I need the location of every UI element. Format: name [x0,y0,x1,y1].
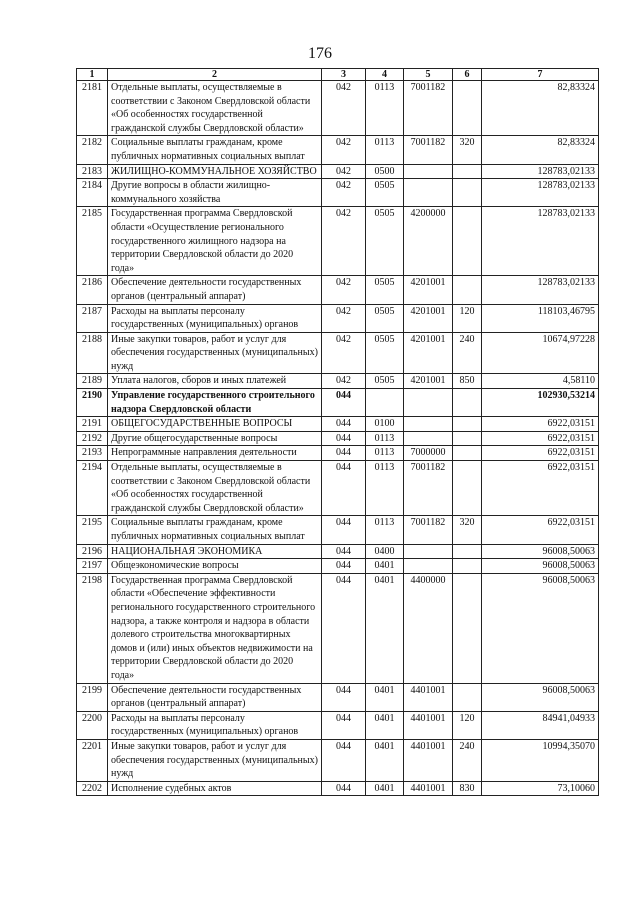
row-code-3: 044 [322,544,366,559]
row-name: НАЦИОНАЛЬНАЯ ЭКОНОМИКА [108,544,322,559]
row-amount: 6922,03151 [482,417,599,432]
row-name: Другие общегосударственные вопросы [108,431,322,446]
row-code-5 [404,164,453,179]
row-code-4: 0401 [366,559,404,574]
header-col-7: 7 [482,69,599,81]
row-name: Социальные выплаты гражданам, кроме публичных нормативных социальных выплат [108,136,322,164]
table-row [77,516,599,544]
row-code-4: 0505 [366,374,404,389]
row-number: 2200 [77,711,108,739]
table-row [77,389,599,417]
row-name: Государственная программа Свердловской области «Осуществление регионального государственного жилищного надзора на территории Свердловской области до 2020 года» [108,207,322,276]
table-row [77,207,599,276]
row-amount: 96008,50063 [482,683,599,711]
row-code-6: 240 [453,332,482,374]
row-name: Иные закупки товаров, работ и услуг для обеспечения государственных (муниципальных) нужд [108,739,322,781]
row-code-3: 044 [322,711,366,739]
row-code-4 [366,389,404,417]
row-number: 2187 [77,304,108,332]
row-amount: 96008,50063 [482,559,599,574]
row-name: Исполнение судебных актов [108,781,322,796]
row-amount: 6922,03151 [482,446,599,461]
table-row [77,179,599,207]
row-code-5: 4401001 [404,711,453,739]
row-number: 2202 [77,781,108,796]
table-row [77,136,599,164]
table-row [77,461,599,516]
row-number: 2196 [77,544,108,559]
row-code-5: 7001182 [404,81,453,136]
row-number: 2188 [77,332,108,374]
table-body [77,81,599,796]
row-number: 2195 [77,516,108,544]
row-code-3: 044 [322,389,366,417]
row-number: 2192 [77,431,108,446]
page-number: 176 [308,45,332,62]
row-amount: 6922,03151 [482,461,599,516]
header-col-3: 3 [322,69,366,81]
table-row [77,374,599,389]
row-number: 2201 [77,739,108,781]
row-code-4: 0113 [366,136,404,164]
row-name: Расходы на выплаты персоналу государственных (муниципальных) органов [108,711,322,739]
row-code-3: 044 [322,446,366,461]
header-col-5: 5 [404,69,453,81]
row-number: 2189 [77,374,108,389]
table-row [77,164,599,179]
row-code-3: 042 [322,374,366,389]
row-name: Обеспечение деятельности государственных органов (центральный аппарат) [108,683,322,711]
header-col-2: 2 [108,69,322,81]
header-col-4: 4 [366,69,404,81]
row-code-6 [453,559,482,574]
row-amount: 73,10060 [482,781,599,796]
row-code-4: 0113 [366,81,404,136]
row-code-5: 7001182 [404,136,453,164]
row-code-3: 044 [322,431,366,446]
budget-table [76,68,599,796]
row-code-3: 042 [322,136,366,164]
row-code-5: 4201001 [404,276,453,304]
row-code-6 [453,179,482,207]
row-amount: 128783,02133 [482,179,599,207]
row-code-6 [453,446,482,461]
row-amount: 84941,04933 [482,711,599,739]
row-code-4: 0113 [366,461,404,516]
row-name: Управление государственного строительного надзора Свердловской области [108,389,322,417]
row-code-6: 120 [453,711,482,739]
row-code-3: 044 [322,461,366,516]
row-code-5: 4201001 [404,304,453,332]
row-name: Другие вопросы в области жилищно-коммунального хозяйства [108,179,322,207]
table-row [77,544,599,559]
row-code-6: 320 [453,516,482,544]
row-code-4: 0100 [366,417,404,432]
row-code-3: 044 [322,516,366,544]
table-row [77,431,599,446]
row-code-5: 4400000 [404,573,453,683]
row-code-3: 042 [322,276,366,304]
row-code-4: 0113 [366,516,404,544]
row-code-6: 320 [453,136,482,164]
table-row [77,304,599,332]
header-col-1: 1 [77,69,108,81]
row-code-3: 042 [322,332,366,374]
row-code-3: 044 [322,683,366,711]
row-name: Обеспечение деятельности государственных органов (центральный аппарат) [108,276,322,304]
row-code-5: 4401001 [404,683,453,711]
row-number: 2186 [77,276,108,304]
row-code-5: 7000000 [404,446,453,461]
table-row [77,573,599,683]
row-code-5: 4201001 [404,374,453,389]
row-amount: 128783,02133 [482,207,599,276]
row-code-4: 0113 [366,446,404,461]
row-code-5 [404,559,453,574]
row-amount: 118103,46795 [482,304,599,332]
row-number: 2190 [77,389,108,417]
header-row [77,69,599,81]
table-row [77,683,599,711]
row-code-5 [404,417,453,432]
row-number: 2199 [77,683,108,711]
row-code-3: 044 [322,781,366,796]
row-amount: 10994,35070 [482,739,599,781]
row-code-4: 0400 [366,544,404,559]
row-code-5 [404,544,453,559]
row-amount: 82,83324 [482,136,599,164]
row-amount: 102930,53214 [482,389,599,417]
row-code-3: 044 [322,417,366,432]
row-code-3: 042 [322,207,366,276]
row-code-6: 850 [453,374,482,389]
row-code-6 [453,164,482,179]
row-amount: 128783,02133 [482,164,599,179]
row-code-3: 044 [322,573,366,683]
row-number: 2197 [77,559,108,574]
row-code-4: 0505 [366,276,404,304]
row-code-4: 0113 [366,431,404,446]
row-code-5: 7001182 [404,516,453,544]
row-code-4: 0505 [366,304,404,332]
row-code-6 [453,461,482,516]
table-row [77,446,599,461]
row-code-3: 042 [322,179,366,207]
row-code-4: 0505 [366,207,404,276]
row-code-6 [453,389,482,417]
row-code-5 [404,389,453,417]
row-code-5 [404,431,453,446]
row-name: ЖИЛИЩНО-КОММУНАЛЬНОЕ ХОЗЯЙСТВО [108,164,322,179]
row-code-4: 0505 [366,332,404,374]
row-name: Государственная программа Свердловской области «Обеспечение эффективности регионального государственного строительного надзора, а также контроля и надзора в области долевого строительства многоквартирных домов и (или) иных объектов недвижимости на территории Свердловской области до 2020 года» [108,573,322,683]
row-code-5 [404,179,453,207]
row-code-4: 0401 [366,781,404,796]
row-code-5: 4401001 [404,781,453,796]
table-row [77,711,599,739]
row-code-5: 4401001 [404,739,453,781]
row-amount: 6922,03151 [482,516,599,544]
row-code-6: 830 [453,781,482,796]
header-col-6: 6 [453,69,482,81]
row-name: Социальные выплаты гражданам, кроме публичных нормативных социальных выплат [108,516,322,544]
table-row [77,781,599,796]
row-code-4: 0401 [366,683,404,711]
row-number: 2194 [77,461,108,516]
row-code-3: 042 [322,81,366,136]
row-code-3: 042 [322,304,366,332]
row-name: ОБЩЕГОСУДАРСТВЕННЫЕ ВОПРОСЫ [108,417,322,432]
row-amount: 10674,97228 [482,332,599,374]
row-code-6 [453,683,482,711]
row-number: 2185 [77,207,108,276]
row-code-4: 0401 [366,573,404,683]
row-code-3: 042 [322,164,366,179]
table-row [77,332,599,374]
row-name: Отдельные выплаты, осуществляемые в соответствии с Законом Свердловской области «Об особенностях государственной гражданской службы Свердловской области» [108,461,322,516]
row-amount: 96008,50063 [482,573,599,683]
row-number: 2193 [77,446,108,461]
table-row [77,739,599,781]
row-name: Иные закупки товаров, работ и услуг для обеспечения государственных (муниципальных) нужд [108,332,322,374]
row-code-4: 0505 [366,179,404,207]
row-number: 2184 [77,179,108,207]
row-code-5: 4201001 [404,332,453,374]
row-name: Непрограммные направления деятельности [108,446,322,461]
row-number: 2198 [77,573,108,683]
row-code-4: 0500 [366,164,404,179]
row-code-3: 044 [322,559,366,574]
row-amount: 128783,02133 [482,276,599,304]
row-code-5: 7001182 [404,461,453,516]
row-code-6: 240 [453,739,482,781]
row-code-6 [453,544,482,559]
table-row [77,81,599,136]
row-code-6 [453,207,482,276]
row-name: Расходы на выплаты персоналу государственных (муниципальных) органов [108,304,322,332]
row-code-4: 0401 [366,739,404,781]
row-name: Уплата налогов, сборов и иных платежей [108,374,322,389]
row-number: 2182 [77,136,108,164]
row-number: 2191 [77,417,108,432]
table-row [77,559,599,574]
row-amount: 4,58110 [482,374,599,389]
row-code-6 [453,276,482,304]
row-name: Отдельные выплаты, осуществляемые в соответствии с Законом Свердловской области «Об особенностях государственной гражданской службы Свердловской области» [108,81,322,136]
row-number: 2183 [77,164,108,179]
row-amount: 6922,03151 [482,431,599,446]
table-row [77,276,599,304]
row-code-6 [453,417,482,432]
table-row [77,417,599,432]
row-code-3: 044 [322,739,366,781]
row-code-6: 120 [453,304,482,332]
row-amount: 82,83324 [482,81,599,136]
row-code-4: 0401 [366,711,404,739]
row-code-6 [453,573,482,683]
row-code-6 [453,81,482,136]
row-code-5: 4200000 [404,207,453,276]
row-amount: 96008,50063 [482,544,599,559]
row-number: 2181 [77,81,108,136]
row-name: Общеэкономические вопросы [108,559,322,574]
row-code-6 [453,431,482,446]
